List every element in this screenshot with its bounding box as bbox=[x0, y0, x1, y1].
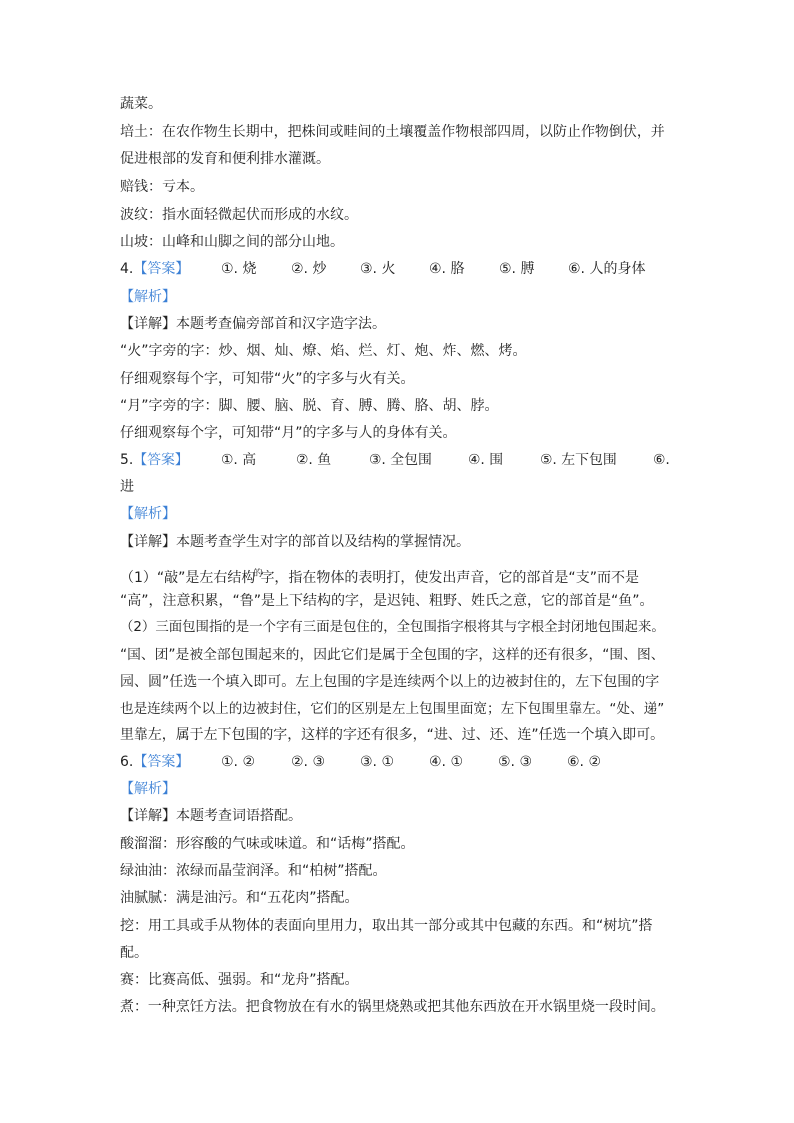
text-line: 里靠左，属于左下包围的字，这样的字还有很多，“进、过、还、连”任选一个填入即可。 bbox=[120, 727, 665, 743]
question-number: 5. bbox=[120, 452, 134, 468]
q6-answer-line bbox=[120, 752, 602, 772]
question-number: 6. bbox=[120, 754, 134, 770]
text-line: 也是连续两个以上的边被封住，它们的区别是左上包围里面宽；左下包围里靠左。“处、递” bbox=[120, 701, 665, 717]
analysis-tag: 【解析】 bbox=[120, 506, 176, 522]
answer-wrap: 进 bbox=[120, 479, 134, 495]
text-line: 挖：用工具或手从物体的表面向里用力，取出其一部分或其中包藏的东西。和“树坑”搭 bbox=[120, 918, 653, 934]
text-line: （2）三面包围指的是一个字有三面是包住的，全包围指字根将其与字根全封闭地包围起来。 bbox=[120, 620, 665, 635]
text-line: 促进根部的发育和便利排水灌溉。 bbox=[120, 151, 330, 167]
answer-tag: 【答案】 bbox=[133, 261, 190, 277]
text-line: 油腻腻：满是油污。和“五花肉”搭配。 bbox=[120, 890, 359, 906]
answer-option: ④. 围 bbox=[468, 452, 504, 468]
text-line: 园、圆”任选一个填入即可。左上包围的字是连续两个以上的边被封住的，左下包围的字 bbox=[120, 674, 660, 690]
text-line: 山坡：山峰和山脚之间的部分山地。 bbox=[120, 234, 344, 250]
text-line: 仔细观察每个字，可知带“月”的字多与人的身体有关。 bbox=[120, 425, 457, 441]
analysis-tag: 【解析】 bbox=[120, 289, 176, 305]
detail-tag: 【详解】 bbox=[120, 316, 176, 332]
text-line: “国、团”是被全部包围起来的，因此它们是属于全包围的字，这样的还有很多，“围、图、 bbox=[120, 647, 665, 663]
detail-line bbox=[120, 532, 470, 552]
answer-option: ②. 鱼 bbox=[296, 452, 332, 468]
answer-option: ⑥. bbox=[653, 452, 670, 468]
answer-option: ⑥. 人的身体 bbox=[568, 261, 646, 277]
text-line: 煮：一种烹饪方法。把食物放在有水的锅里烧熟或把其他东西放在开水锅里烧一段时间。 bbox=[120, 999, 665, 1015]
detail-tag: 【详解】 bbox=[120, 808, 176, 824]
answer-tag: 【答案】 bbox=[133, 754, 190, 770]
answer-option: ①. 高 bbox=[221, 452, 257, 468]
text-line: “高”，注意积累，“鲁”是上下结构的字，是迟钝、粗野、姓氏之意，它的部首是“鱼”。 bbox=[120, 593, 654, 609]
text-line: 波纹：指水面轻微起伏而形成的水纹。 bbox=[120, 207, 358, 223]
text-line: 酸溜溜：形容酸的气味或味道。和“话梅”搭配。 bbox=[120, 836, 415, 852]
q4-answer-line bbox=[120, 259, 646, 279]
answer-option: ③. ① bbox=[360, 754, 395, 770]
detail-text: 本题考查偏旁部首和汉字造字法。 bbox=[176, 316, 386, 332]
q5-answer-line bbox=[120, 450, 670, 470]
detail-tag: 【详解】 bbox=[120, 534, 176, 550]
detail-text: 本题考查词语搭配。 bbox=[176, 808, 302, 824]
answer-option: ①. 烧 bbox=[221, 261, 257, 277]
answer-option: ⑤. 左下包围 bbox=[540, 452, 617, 468]
answer-option: ②. 炒 bbox=[291, 261, 327, 277]
answer-option: ②. ③ bbox=[291, 754, 326, 770]
detail-line bbox=[120, 314, 386, 334]
text-line: “火”字旁的字：炒、烟、灿、燎、焰、烂、灯、炮、炸、燃、烤。 bbox=[120, 343, 527, 359]
answer-tag: 【答案】 bbox=[133, 452, 189, 468]
text-line: 赛：比赛高低、强弱。和“龙舟”搭配。 bbox=[120, 972, 359, 988]
text-line: 赔钱：亏本。 bbox=[120, 179, 204, 195]
detail-text: 本题考查学生对字的部首以及结构的掌握情况。 bbox=[176, 534, 470, 550]
text-span: 字，指在物体的表明打，使发出声音，它的部首是“支”而不是 bbox=[260, 570, 639, 586]
text-line: 配。 bbox=[120, 945, 148, 961]
answer-option: ③. 全包围 bbox=[369, 452, 432, 468]
text-line: “月”字旁的字：脚、腰、脑、脱、育、膊、腾、胳、胡、脖。 bbox=[120, 398, 499, 414]
answer-option: ④. 胳 bbox=[429, 261, 465, 277]
text-line: 绿油油：浓绿而晶莹润泽。和“柏树”搭配。 bbox=[120, 863, 387, 879]
answer-option: ⑥. ② bbox=[567, 754, 602, 770]
superscript-mark: 的 bbox=[253, 569, 263, 579]
text-line: 仔细观察每个字，可知带“火”的字多与火有关。 bbox=[120, 371, 415, 387]
answer-option: ④. ① bbox=[429, 754, 464, 770]
text-line bbox=[120, 564, 639, 588]
answer-option: ⑤. 膊 bbox=[499, 261, 535, 277]
answer-option: ①. ② bbox=[221, 754, 256, 770]
text-line: 蔬菜。 bbox=[120, 96, 162, 112]
text-line: 培土：在农作物生长期中，把株间或畦间的土壤覆盖作物根部四周，以防止作物倒伏，并 bbox=[120, 124, 665, 140]
question-number: 4. bbox=[120, 261, 134, 277]
answer-option: ③. 火 bbox=[360, 261, 396, 277]
text-span: （1）“敲”是左右结构 bbox=[120, 570, 256, 586]
detail-line bbox=[120, 806, 302, 826]
answer-option: ⑤. ③ bbox=[498, 754, 533, 770]
analysis-tag: 【解析】 bbox=[120, 781, 176, 797]
